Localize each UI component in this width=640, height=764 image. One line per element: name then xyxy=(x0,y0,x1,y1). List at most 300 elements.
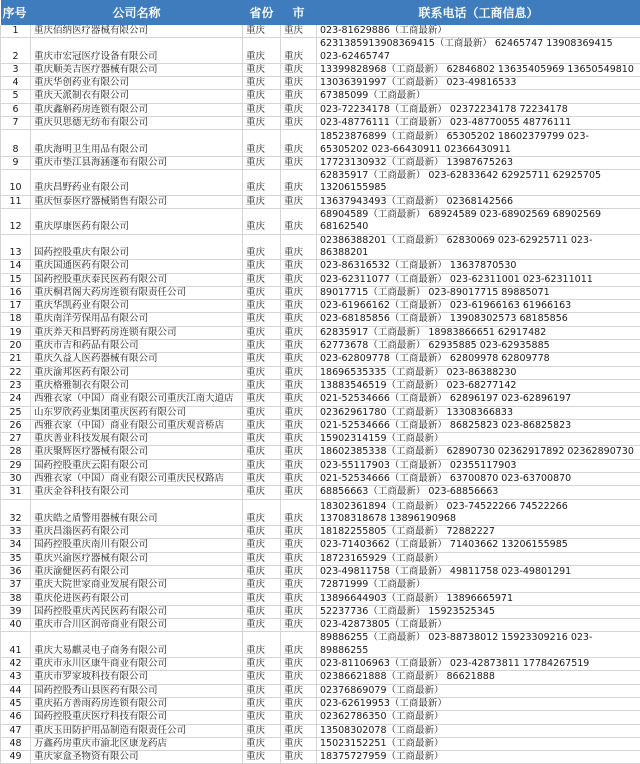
table-row xyxy=(1,260,640,273)
company-name-cell: 国药控股秀山县医药有限公司 xyxy=(31,684,243,697)
table-row xyxy=(1,539,640,552)
company-name-cell: 重庆拓方善雨药房连锁有限公司 xyxy=(31,697,243,710)
phone-cell: 023-48776111（工商最新） 023-48770055 48776111 xyxy=(317,117,640,130)
city-cell: 重庆 xyxy=(281,605,317,618)
phone-cell: 021-52534666（工商最新） 86825823 023-86825823 xyxy=(317,419,640,432)
phone-cell: 62773678（工商最新） 62935885 023-62935885 xyxy=(317,340,640,353)
company-name-cell: 重庆天派制衣有限公司 xyxy=(31,90,243,103)
phone-cell: 02362961780（工商最新） 13308366833 xyxy=(317,406,640,419)
phone-cell: 18696535335（工商最新） 023-86388230 xyxy=(317,366,640,379)
phone-cell: 023-68185856（工商最新） 13908302573 68185856 xyxy=(317,313,640,326)
seq-cell: 14 xyxy=(1,260,31,273)
table-row xyxy=(1,406,640,419)
table-row xyxy=(1,286,640,299)
company-name-cell: 重庆桐君阁大药房连锁有限责任公司 xyxy=(31,286,243,299)
city-cell: 重庆 xyxy=(281,156,317,169)
province-cell: 重庆 xyxy=(243,273,281,286)
province-cell: 重庆 xyxy=(243,419,281,432)
province-cell: 重庆 xyxy=(243,671,281,684)
seq-cell: 49 xyxy=(1,751,31,764)
phone-cell: 89017715（工商最新） 023-89017715 89885071 xyxy=(317,286,640,299)
seq-cell: 27 xyxy=(1,433,31,446)
company-name-cell: 重庆昌滃医药有限公司 xyxy=(31,526,243,539)
phone-cell: 023-62619953（工商最新） xyxy=(317,697,640,710)
seq-cell: 11 xyxy=(1,195,31,208)
phone-cell: 13637943493（工商最新） 02368142566 xyxy=(317,195,640,208)
header-name: 公司名称 xyxy=(31,0,243,25)
city-cell: 重庆 xyxy=(281,326,317,339)
city-cell: 重庆 xyxy=(281,38,317,64)
seq-cell: 35 xyxy=(1,552,31,565)
table-row xyxy=(1,419,640,432)
table-row xyxy=(1,711,640,724)
seq-cell: 25 xyxy=(1,406,31,419)
city-cell: 重庆 xyxy=(281,711,317,724)
company-name-cell: 西雅衣家（中国）商业有限公司重庆江南大道店 xyxy=(31,393,243,406)
city-cell: 重庆 xyxy=(281,419,317,432)
province-cell: 重庆 xyxy=(243,195,281,208)
table-row xyxy=(1,379,640,392)
phone-cell: 023-55117903（工商最新） 02355117903 xyxy=(317,459,640,472)
province-cell: 重庆 xyxy=(243,326,281,339)
province-cell: 重庆 xyxy=(243,579,281,592)
table-row xyxy=(1,393,640,406)
phone-cell: 02376869079（工商最新） xyxy=(317,684,640,697)
company-name-cell: 重庆养天和昌野药房连锁有限公司 xyxy=(31,326,243,339)
phone-cell: 15902314159（工商最新） xyxy=(317,433,640,446)
province-cell: 重庆 xyxy=(243,433,281,446)
province-cell: 重庆 xyxy=(243,90,281,103)
province-cell: 重庆 xyxy=(243,406,281,419)
city-cell: 重庆 xyxy=(281,433,317,446)
seq-cell: 22 xyxy=(1,366,31,379)
phone-cell: 023-61966162（工商最新） 023-61966163 61966163 xyxy=(317,300,640,313)
province-cell: 重庆 xyxy=(243,63,281,76)
company-name-cell: 重庆厚康医药有限公司 xyxy=(31,209,243,235)
seq-cell: 38 xyxy=(1,592,31,605)
phone-cell: 18602385338（工商最新） 62890730 02362917892 02362890730 xyxy=(317,446,640,459)
phone-cell: 6231385913908369415（工商最新） 62465747 13908369415 023-62465747 xyxy=(317,38,640,64)
seq-cell: 21 xyxy=(1,353,31,366)
table-row xyxy=(1,156,640,169)
seq-cell: 13 xyxy=(1,234,31,260)
seq-cell: 1 xyxy=(1,25,31,38)
province-cell: 重庆 xyxy=(243,103,281,116)
company-name-cell: 国药控股重庆云阳有限公司 xyxy=(31,459,243,472)
province-cell: 重庆 xyxy=(243,313,281,326)
province-cell: 重庆 xyxy=(243,565,281,578)
seq-cell: 46 xyxy=(1,711,31,724)
company-name-cell: 重庆大院世家商业发展有限公司 xyxy=(31,579,243,592)
province-cell: 重庆 xyxy=(243,25,281,38)
table-row xyxy=(1,724,640,737)
seq-cell: 8 xyxy=(1,130,31,157)
company-name-cell: 重庆市合川区润帝商业有限公司 xyxy=(31,619,243,632)
seq-cell: 24 xyxy=(1,393,31,406)
table-row xyxy=(1,486,640,499)
company-name-cell: 重庆贝思德无纺布有限公司 xyxy=(31,117,243,130)
city-cell: 重庆 xyxy=(281,619,317,632)
table-row xyxy=(1,103,640,116)
phone-cell: 72871999（工商最新） xyxy=(317,579,640,592)
company-name-cell: 重庆恒泰医疗器械销售有限公司 xyxy=(31,195,243,208)
province-cell: 重庆 xyxy=(243,711,281,724)
province-cell: 重庆 xyxy=(243,724,281,737)
seq-cell: 29 xyxy=(1,459,31,472)
seq-cell: 44 xyxy=(1,684,31,697)
company-name-cell: 重庆市永川区康牛商业有限公司 xyxy=(31,658,243,671)
city-cell: 重庆 xyxy=(281,130,317,157)
phone-cell: 15023152251（工商最新） xyxy=(317,737,640,750)
province-cell: 重庆 xyxy=(243,234,281,260)
company-name-cell: 重庆鑫斛药房连锁有限公司 xyxy=(31,103,243,116)
header-seq: 序号 xyxy=(1,0,31,25)
phone-cell: 023-71403662（工商最新） 71403662 13206155985 xyxy=(317,539,640,552)
table-row xyxy=(1,684,640,697)
city-cell: 重庆 xyxy=(281,592,317,605)
city-cell: 重庆 xyxy=(281,459,317,472)
table-row xyxy=(1,90,640,103)
seq-cell: 16 xyxy=(1,286,31,299)
table-row xyxy=(1,38,640,64)
province-cell: 重庆 xyxy=(243,751,281,764)
province-cell: 重庆 xyxy=(243,77,281,90)
province-cell: 重庆 xyxy=(243,539,281,552)
table-row xyxy=(1,366,640,379)
city-cell: 重庆 xyxy=(281,63,317,76)
province-cell: 重庆 xyxy=(243,684,281,697)
company-name-cell: 重庆家盒圣物资有限公司 xyxy=(31,751,243,764)
table-row xyxy=(1,526,640,539)
seq-cell: 17 xyxy=(1,300,31,313)
header-province: 省份 xyxy=(243,0,281,25)
company-name-cell: 重庆大易麒灵电子商务有限公司 xyxy=(31,632,243,658)
seq-cell: 19 xyxy=(1,326,31,339)
phone-cell: 13036391997（工商最新） 023-49816533 xyxy=(317,77,640,90)
table-row xyxy=(1,300,640,313)
city-cell: 重庆 xyxy=(281,526,317,539)
phone-cell: 62835917（工商最新） 18983866651 62917482 xyxy=(317,326,640,339)
table-row xyxy=(1,459,640,472)
table-row xyxy=(1,195,640,208)
table-row xyxy=(1,25,640,38)
province-cell: 重庆 xyxy=(243,446,281,459)
city-cell: 重庆 xyxy=(281,446,317,459)
province-cell: 重庆 xyxy=(243,619,281,632)
city-cell: 重庆 xyxy=(281,234,317,260)
city-cell: 重庆 xyxy=(281,273,317,286)
table-row xyxy=(1,130,640,157)
company-name-cell: 重庆华创药业有限公司 xyxy=(31,77,243,90)
province-cell: 重庆 xyxy=(243,605,281,618)
city-cell: 重庆 xyxy=(281,313,317,326)
seq-cell: 10 xyxy=(1,170,31,196)
province-cell: 重庆 xyxy=(243,286,281,299)
table-row xyxy=(1,273,640,286)
table-body xyxy=(1,25,640,764)
table-row xyxy=(1,209,640,235)
table-row xyxy=(1,234,640,260)
table-row xyxy=(1,326,640,339)
company-name-cell: 重庆南洋劳保用品有限公司 xyxy=(31,313,243,326)
table-row xyxy=(1,751,640,764)
province-cell: 重庆 xyxy=(243,592,281,605)
header-city: 市 xyxy=(281,0,317,25)
table-row xyxy=(1,605,640,618)
company-name-cell: 重庆市垫江县海涵蓬布有限公司 xyxy=(31,156,243,169)
city-cell: 重庆 xyxy=(281,286,317,299)
table-row xyxy=(1,579,640,592)
city-cell: 重庆 xyxy=(281,300,317,313)
seq-cell: 30 xyxy=(1,473,31,486)
phone-cell: 13883546519（工商最新） 023-68277142 xyxy=(317,379,640,392)
company-name-cell: 山东罗欣药业集团重庆医药有限公司 xyxy=(31,406,243,419)
seq-cell: 3 xyxy=(1,63,31,76)
company-name-cell: 国药控股重庆医疗科技有限公司 xyxy=(31,711,243,724)
company-name-cell: 重庆兴渝医疗器械有限公司 xyxy=(31,552,243,565)
phone-cell: 021-52534666（工商最新） 62896197 023-62896197 xyxy=(317,393,640,406)
city-cell: 重庆 xyxy=(281,90,317,103)
phone-cell: 023-62809778（工商最新） 62809978 62809778 xyxy=(317,353,640,366)
seq-cell: 18 xyxy=(1,313,31,326)
seq-cell: 2 xyxy=(1,38,31,64)
city-cell: 重庆 xyxy=(281,473,317,486)
city-cell: 重庆 xyxy=(281,209,317,235)
city-cell: 重庆 xyxy=(281,260,317,273)
company-name-cell: 国药控股重庆有限公司 xyxy=(31,234,243,260)
company-name-cell: 重庆国通医药有限公司 xyxy=(31,260,243,273)
company-name-cell: 国药控股重庆芮民医药有限公司 xyxy=(31,605,243,618)
table-row xyxy=(1,313,640,326)
company-name-cell: 重庆市罗家坡科技有限公司 xyxy=(31,671,243,684)
seq-cell: 41 xyxy=(1,632,31,658)
city-cell: 重庆 xyxy=(281,751,317,764)
table-row xyxy=(1,340,640,353)
city-cell: 重庆 xyxy=(281,366,317,379)
province-cell: 重庆 xyxy=(243,499,281,526)
city-cell: 重庆 xyxy=(281,195,317,208)
table-row xyxy=(1,433,640,446)
phone-cell: 023-86316532（工商最新） 13637870530 xyxy=(317,260,640,273)
province-cell: 重庆 xyxy=(243,209,281,235)
company-name-cell: 重庆佰纳医疗器械有限公司 xyxy=(31,25,243,38)
phone-cell: 18302361894（工商最新） 023-74522266 74522266 13708318678 13896190968 xyxy=(317,499,640,526)
phone-cell: 18182255805（工商最新） 72882227 xyxy=(317,526,640,539)
table-row xyxy=(1,170,640,196)
seq-cell: 36 xyxy=(1,565,31,578)
seq-cell: 23 xyxy=(1,379,31,392)
table-row xyxy=(1,473,640,486)
table-row xyxy=(1,63,640,76)
city-cell: 重庆 xyxy=(281,684,317,697)
phone-cell: 021-52534666（工商最新） 63700870 023-63700870 xyxy=(317,473,640,486)
city-cell: 重庆 xyxy=(281,486,317,499)
city-cell: 重庆 xyxy=(281,393,317,406)
phone-cell: 68904589（工商最新） 68924589 023-68902569 68902569 68162540 xyxy=(317,209,640,235)
province-cell: 重庆 xyxy=(243,300,281,313)
seq-cell: 31 xyxy=(1,486,31,499)
city-cell: 重庆 xyxy=(281,103,317,116)
table-header xyxy=(1,0,640,25)
province-cell: 重庆 xyxy=(243,697,281,710)
seq-cell: 6 xyxy=(1,103,31,116)
city-cell: 重庆 xyxy=(281,353,317,366)
company-name-cell: 重庆顺美吉医疗器械有限公司 xyxy=(31,63,243,76)
seq-cell: 26 xyxy=(1,419,31,432)
city-cell: 重庆 xyxy=(281,539,317,552)
phone-cell: 023-81629886（工商最新） xyxy=(317,25,640,38)
seq-cell: 5 xyxy=(1,90,31,103)
table-row xyxy=(1,658,640,671)
seq-cell: 47 xyxy=(1,724,31,737)
seq-cell: 33 xyxy=(1,526,31,539)
seq-cell: 48 xyxy=(1,737,31,750)
company-name-cell: 重庆渝健医药有限公司 xyxy=(31,565,243,578)
company-name-cell: 万鑫药房重庆市渝北区康龙药店 xyxy=(31,737,243,750)
seq-cell: 12 xyxy=(1,209,31,235)
seq-cell: 20 xyxy=(1,340,31,353)
province-cell: 重庆 xyxy=(243,379,281,392)
province-cell: 重庆 xyxy=(243,658,281,671)
company-name-cell: 重庆格雅制衣有限公司 xyxy=(31,379,243,392)
province-cell: 重庆 xyxy=(243,353,281,366)
phone-cell: 023-72234178（工商最新） 02372234178 72234178 xyxy=(317,103,640,116)
city-cell: 重庆 xyxy=(281,379,317,392)
city-cell: 重庆 xyxy=(281,724,317,737)
company-name-cell: 国药控股重庆泰民医药有限公司 xyxy=(31,273,243,286)
phone-cell: 17723130932（工商最新） 13987675263 xyxy=(317,156,640,169)
city-cell: 重庆 xyxy=(281,170,317,196)
company-name-cell: 重庆市吉和药品有限公司 xyxy=(31,340,243,353)
phone-cell: 02386388201（工商最新） 62830069 023-62925711 023-86388201 xyxy=(317,234,640,260)
city-cell: 重庆 xyxy=(281,737,317,750)
phone-cell: 67385099（工商最新） xyxy=(317,90,640,103)
province-cell: 重庆 xyxy=(243,260,281,273)
company-name-cell: 重庆伦进医药有限公司 xyxy=(31,592,243,605)
table-row xyxy=(1,737,640,750)
table-row xyxy=(1,619,640,632)
city-cell: 重庆 xyxy=(281,697,317,710)
table-row xyxy=(1,632,640,658)
province-cell: 重庆 xyxy=(243,486,281,499)
seq-cell: 28 xyxy=(1,446,31,459)
company-name-cell: 重庆善业科技发展有限公司 xyxy=(31,433,243,446)
city-cell: 重庆 xyxy=(281,565,317,578)
seq-cell: 34 xyxy=(1,539,31,552)
phone-cell: 18723165929（工商最新） xyxy=(317,552,640,565)
company-name-cell: 重庆久益人医药器械有限公司 xyxy=(31,353,243,366)
city-cell: 重庆 xyxy=(281,77,317,90)
seq-cell: 43 xyxy=(1,671,31,684)
province-cell: 重庆 xyxy=(243,38,281,64)
city-cell: 重庆 xyxy=(281,117,317,130)
table-row xyxy=(1,446,640,459)
company-name-cell: 重庆金谷科技有限公司 xyxy=(31,486,243,499)
seq-cell: 42 xyxy=(1,658,31,671)
seq-cell: 9 xyxy=(1,156,31,169)
city-cell: 重庆 xyxy=(281,552,317,565)
phone-cell: 68856663（工商最新） 023-68856663 xyxy=(317,486,640,499)
province-cell: 重庆 xyxy=(243,130,281,157)
phone-cell: 023-42873805（工商最新） xyxy=(317,619,640,632)
seq-cell: 15 xyxy=(1,273,31,286)
city-cell: 重庆 xyxy=(281,406,317,419)
company-name-cell: 重庆聚辉医疗器械有限公司 xyxy=(31,446,243,459)
company-name-cell: 重庆玉田防护用品制造有限责任公司 xyxy=(31,724,243,737)
seq-cell: 4 xyxy=(1,77,31,90)
phone-cell: 13399828968（工商最新） 62846802 13635405969 13650549810 xyxy=(317,63,640,76)
company-name-cell: 重庆华凯药业有限公司 xyxy=(31,300,243,313)
company-name-cell: 重庆海明卫生用品有限公司 xyxy=(31,130,243,157)
company-name-cell: 重庆市宏冠医疗设备有限公司 xyxy=(31,38,243,64)
phone-cell: 02386621888（工商最新） 86621888 xyxy=(317,671,640,684)
seq-cell: 39 xyxy=(1,605,31,618)
province-cell: 重庆 xyxy=(243,552,281,565)
seq-cell: 37 xyxy=(1,579,31,592)
phone-cell: 13896644903（工商最新） 13896665971 xyxy=(317,592,640,605)
table-row xyxy=(1,552,640,565)
company-name-cell: 重庆渝邦医药有限公司 xyxy=(31,366,243,379)
table-row xyxy=(1,499,640,526)
city-cell: 重庆 xyxy=(281,25,317,38)
province-cell: 重庆 xyxy=(243,393,281,406)
province-cell: 重庆 xyxy=(243,526,281,539)
table-row xyxy=(1,671,640,684)
phone-cell: 13508302078（工商最新） xyxy=(317,724,640,737)
company-name-cell: 重庆昌野药业有限公司 xyxy=(31,170,243,196)
table-row xyxy=(1,565,640,578)
city-cell: 重庆 xyxy=(281,632,317,658)
province-cell: 重庆 xyxy=(243,366,281,379)
table-row xyxy=(1,592,640,605)
phone-cell: 18375727959（工商最新） xyxy=(317,751,640,764)
province-cell: 重庆 xyxy=(243,117,281,130)
phone-cell: 18523876899（工商最新） 65305202 18602379799 023-65305202 023-66430911 02366430911 xyxy=(317,130,640,157)
company-name-cell: 重庆皓之盾警用器械有限公司 xyxy=(31,499,243,526)
province-cell: 重庆 xyxy=(243,156,281,169)
province-cell: 重庆 xyxy=(243,340,281,353)
phone-cell: 02362786350（工商最新） xyxy=(317,711,640,724)
city-cell: 重庆 xyxy=(281,499,317,526)
city-cell: 重庆 xyxy=(281,579,317,592)
table-row xyxy=(1,77,640,90)
company-name-cell: 西雅衣家（中国）商业有限公司重庆观音桥店 xyxy=(31,419,243,432)
header-phone: 联系电话（工商信息） xyxy=(317,0,640,25)
phone-cell: 89886255（工商最新） 023-88738012 15923309216 023-89886255 xyxy=(317,632,640,658)
phone-cell: 023-49811758（工商最新） 49811758 023-49801291 xyxy=(317,565,640,578)
seq-cell: 7 xyxy=(1,117,31,130)
seq-cell: 32 xyxy=(1,499,31,526)
table-row xyxy=(1,117,640,130)
phone-cell: 62835917（工商最新） 023-62833642 62925711 62925705 13206155985 xyxy=(317,170,640,196)
phone-cell: 52237736（工商最新） 15923525345 xyxy=(317,605,640,618)
province-cell: 重庆 xyxy=(243,170,281,196)
city-cell: 重庆 xyxy=(281,340,317,353)
city-cell: 重庆 xyxy=(281,658,317,671)
phone-cell: 023-81106963（工商最新） 023-42873811 17784267519 xyxy=(317,658,640,671)
seq-cell: 40 xyxy=(1,619,31,632)
phone-cell: 023-62311077（工商最新） 023-62311001 023-62311011 xyxy=(317,273,640,286)
table-row xyxy=(1,697,640,710)
province-cell: 重庆 xyxy=(243,632,281,658)
table-row xyxy=(1,353,640,366)
company-name-cell: 国药控股重庆南川有限公司 xyxy=(31,539,243,552)
seq-cell: 45 xyxy=(1,697,31,710)
province-cell: 重庆 xyxy=(243,737,281,750)
city-cell: 重庆 xyxy=(281,671,317,684)
province-cell: 重庆 xyxy=(243,459,281,472)
company-name-cell: 西雅衣家（中国）商业有限公司重庆民权路店 xyxy=(31,473,243,486)
